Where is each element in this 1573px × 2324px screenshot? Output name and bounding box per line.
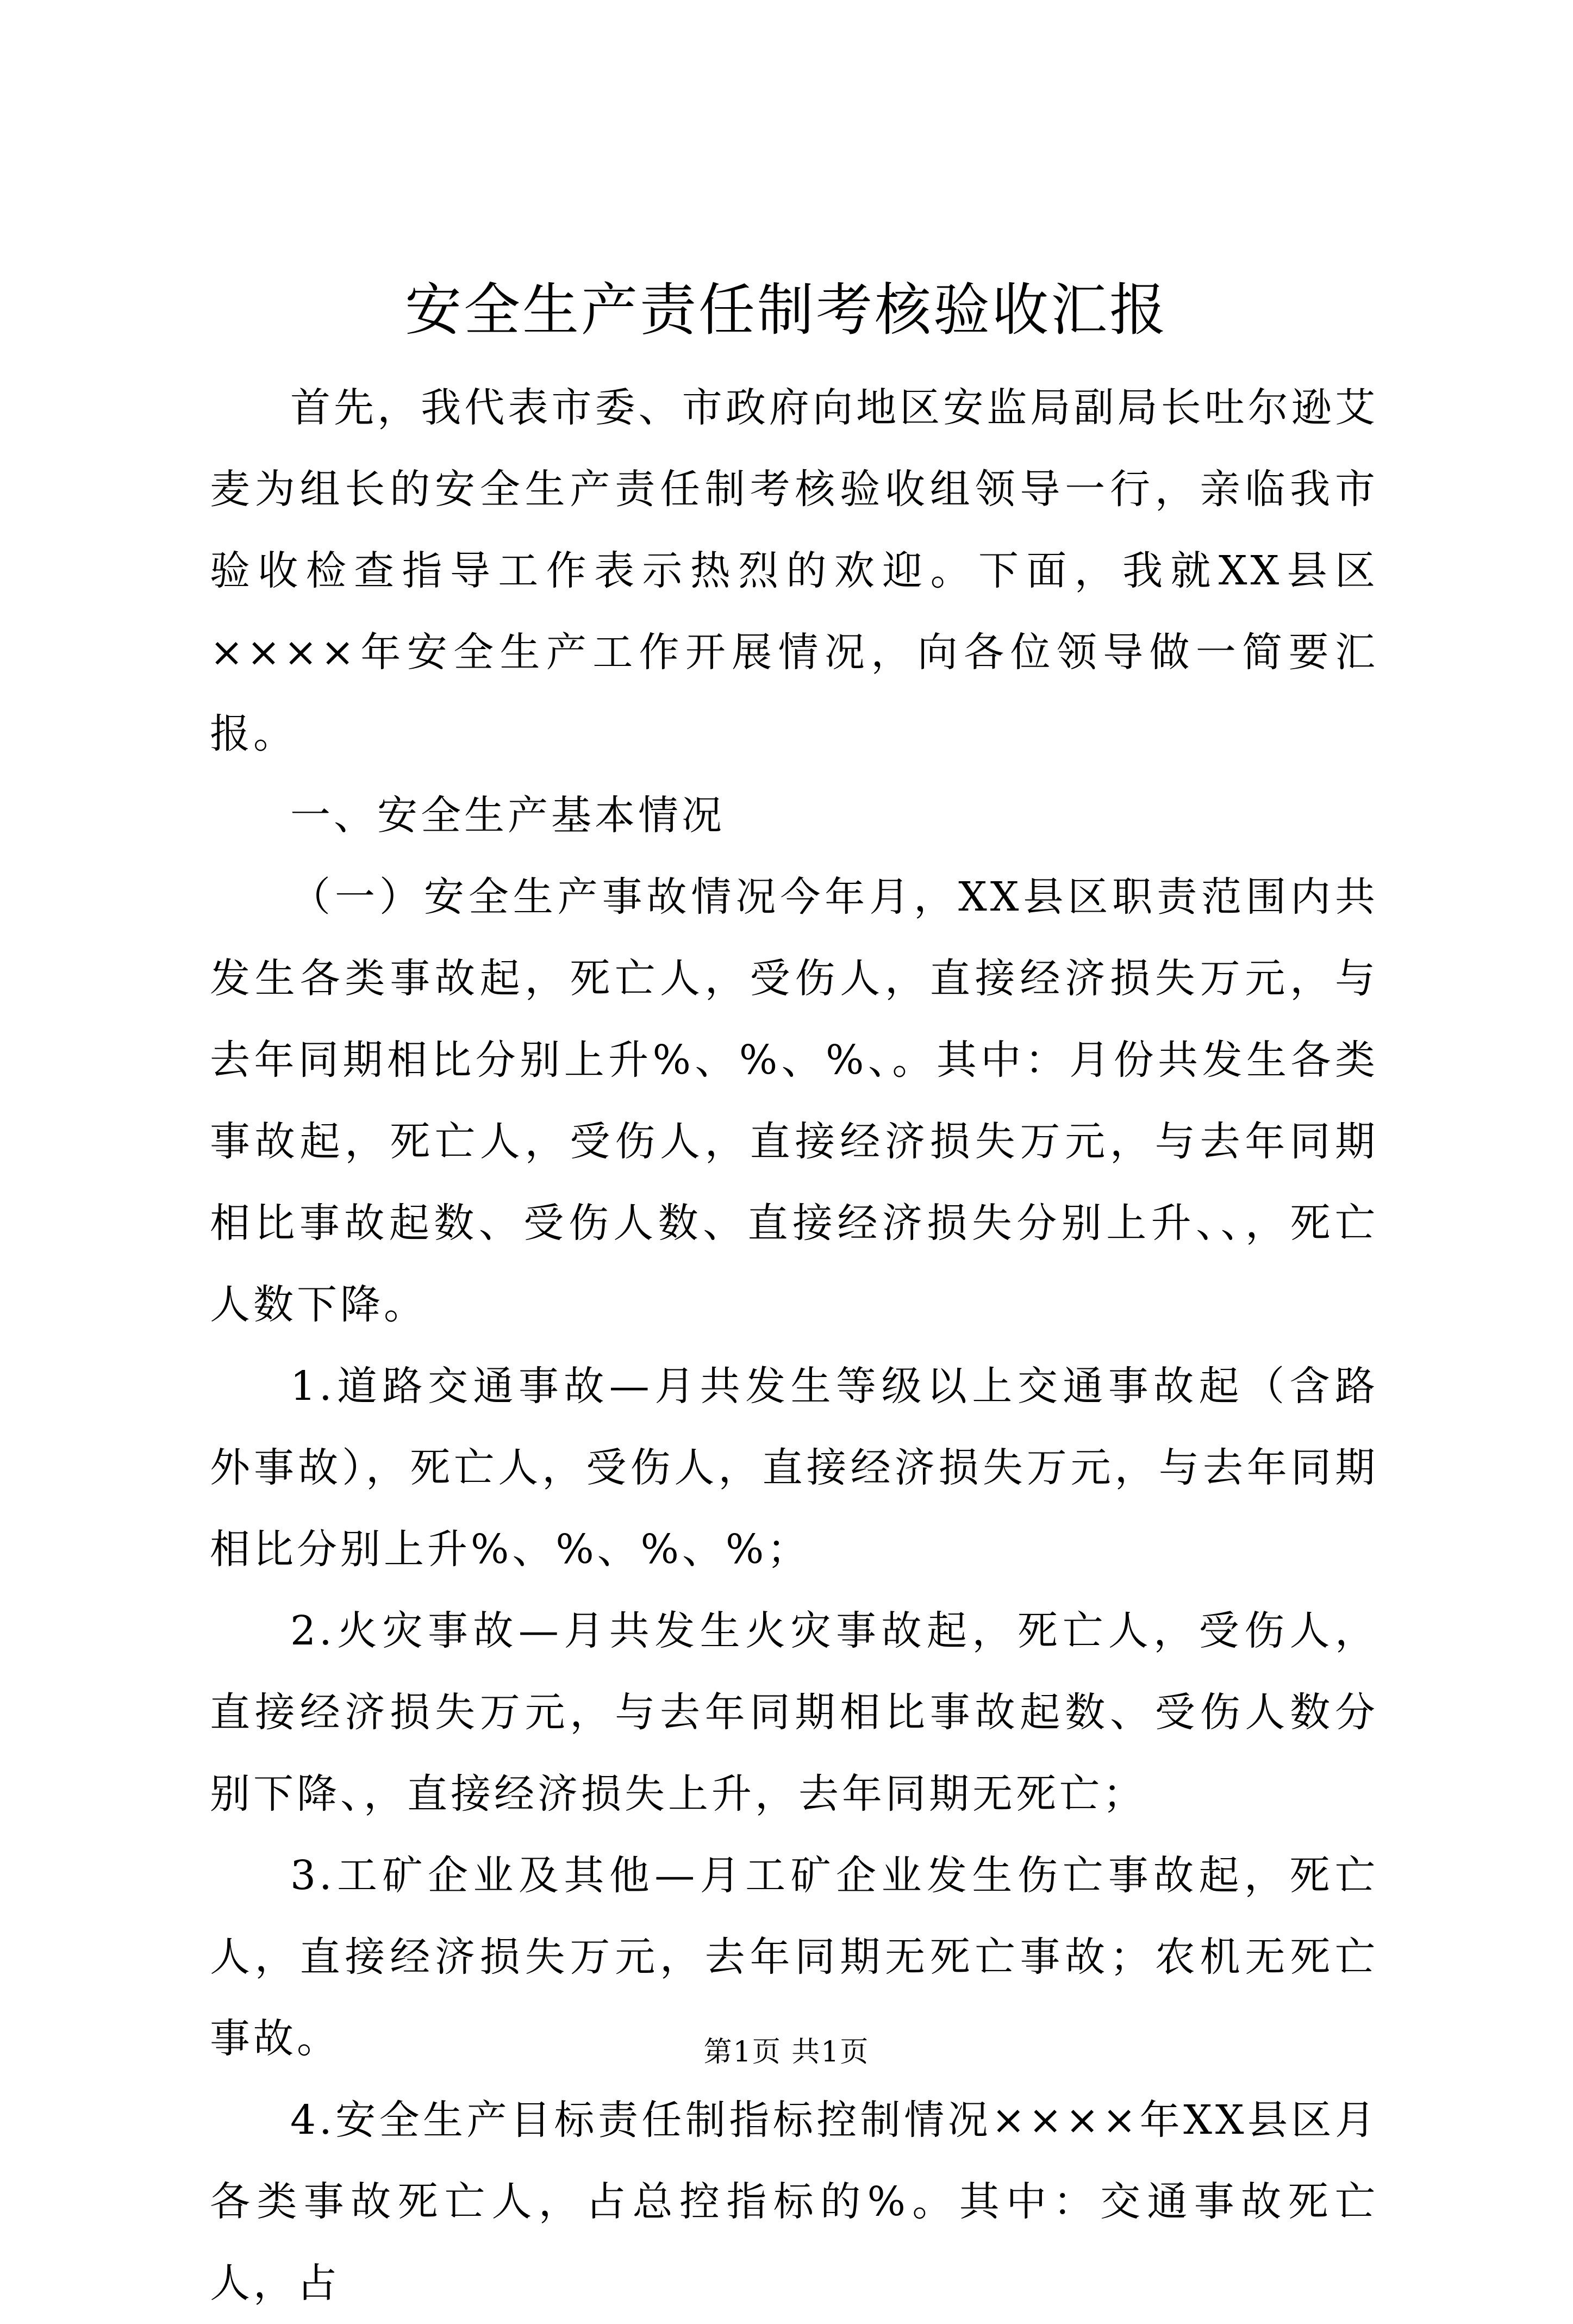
paragraph-target-control: 4.安全生产目标责任制指标控制情况××××年XX县区月各类事故死亡人，占总控指标的%。其中：交通事故死亡人，占 xyxy=(210,2097,1378,2307)
section-heading-1: 一、安全生产基本情况 xyxy=(290,792,725,839)
page-footer: 第1页 共1页 xyxy=(703,2036,870,2068)
paragraph-accident-overview: （一）安全生产事故情况今年月，XX县区职责范围内共发生各类事故起，死亡人，受伤人，直接经济损失万元，与去年同期相比分别上升%、%、%、。其中：月份共发生各类事故起，死亡人，受伤人，直接经济损失万元，与去年同期相比事故起数、受伤人数、直接经济损失分别上升、、，死亡人数下降。 xyxy=(210,874,1378,1328)
paragraph-fire: 2.火灾事故—月共发生火灾事故起，死亡人，受伤人，直接经济损失万元，与去年同期相比事故起数、受伤人数分别下降、，直接经济损失上升，去年同期无死亡； xyxy=(210,1608,1378,1817)
paragraph-road-traffic: 1.道路交通事故—月共发生等级以上交通事故起（含路外事故），死亡人，受伤人，直接经济损失万元，与去年同期相比分别上升%、%、%、%； xyxy=(210,1363,1378,1573)
paragraph-intro: 首先，我代表市委、市政府向地区安监局副局长吐尔逊艾麦为组长的安全生产责任制考核验收组领导一行，亲临我市验收检查指导工作表示热烈的欢迎。下面，我就XX县区××××年安全生产工作开展情况，向各位领导做一简要汇报。 xyxy=(210,384,1378,757)
document-body xyxy=(210,367,1378,2324)
paragraph-industry-mining: 3.工矿企业及其他—月工矿企业发生伤亡事故起，死亡人，直接经济损失万元，去年同期无死亡事故；农机无死亡事故。 xyxy=(210,1852,1378,2062)
document-title: 安全生产责任制考核验收汇报 xyxy=(404,277,1168,343)
